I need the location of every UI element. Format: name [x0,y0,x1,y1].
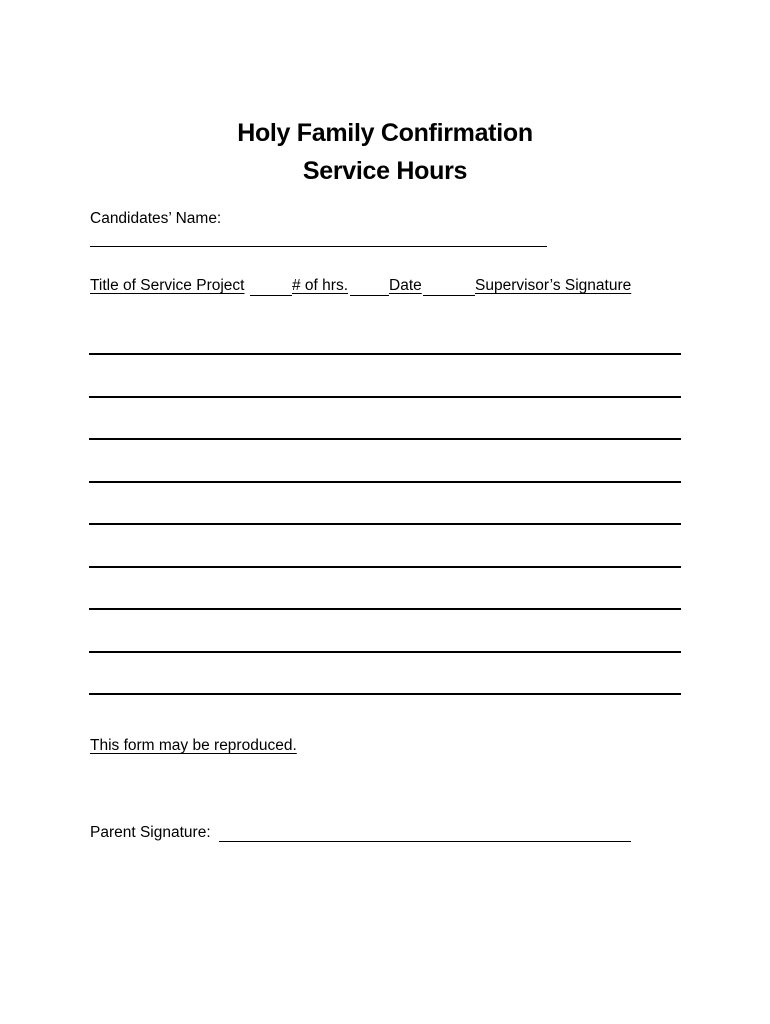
column-header-date: Date [389,277,422,294]
service-entry-line[interactable] [89,693,681,695]
service-entry-line[interactable] [89,438,681,440]
service-entry-line[interactable] [89,481,681,483]
service-entry-line[interactable] [89,608,681,610]
candidate-name-field[interactable] [90,246,547,247]
header-underline-gap [423,295,475,296]
header-underline-gap [350,295,389,296]
service-entry-lines [89,353,681,736]
service-entry-line[interactable] [89,353,681,355]
form-title: Holy Family Confirmation [237,119,533,147]
service-entry-line[interactable] [89,396,681,398]
column-header-service-project: Title of Service Project [90,277,245,294]
candidate-name-label: Candidates’ Name: [90,210,222,227]
form-subtitle: Service Hours [302,157,468,185]
service-entry-line[interactable] [89,651,681,653]
parent-signature-label: Parent Signature: [90,824,211,841]
reproduction-note: This form may be reproduced. [90,737,297,754]
service-entry-line[interactable] [89,566,681,568]
service-entry-line[interactable] [89,523,681,525]
parent-signature-field[interactable] [219,841,631,842]
column-header-hours: # of hrs. [292,277,348,294]
header-underline-gap [250,295,292,296]
column-header-supervisor-signature: Supervisor’s Signature [475,277,632,294]
